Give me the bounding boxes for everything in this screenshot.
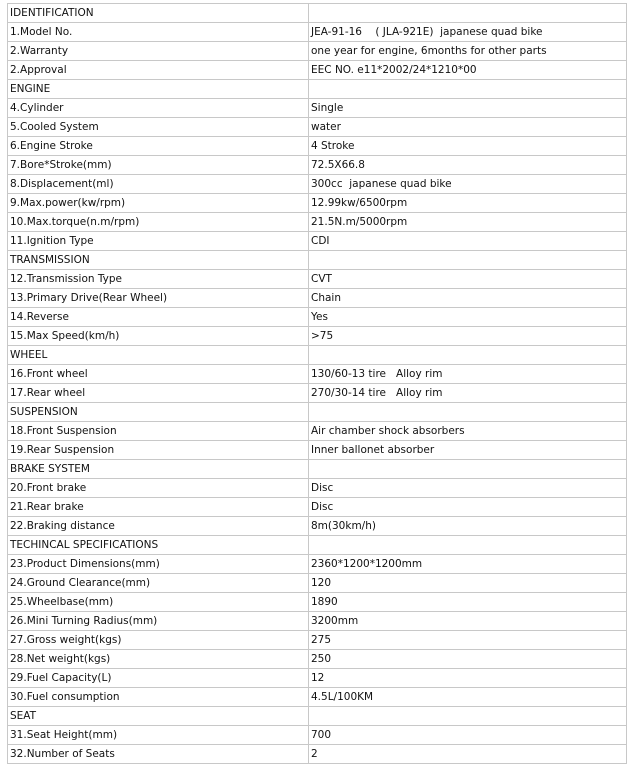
spec-value: Yes xyxy=(309,308,627,327)
spec-value: water xyxy=(309,118,627,137)
spec-label: 30.Fuel consumption xyxy=(8,688,309,707)
spec-value: 1890 xyxy=(309,593,627,612)
spec-label: 22.Braking distance xyxy=(8,517,309,536)
spec-value: 3200mm xyxy=(309,612,627,631)
spec-value: 12 xyxy=(309,669,627,688)
section-header-label: SUSPENSION xyxy=(8,403,309,422)
spec-value: 250 xyxy=(309,650,627,669)
spec-row xyxy=(8,270,627,289)
spec-row xyxy=(8,61,627,80)
section-header-label: TECHINCAL SPECIFICATIONS xyxy=(8,536,309,555)
spec-label: 24.Ground Clearance(mm) xyxy=(8,574,309,593)
section-header-row xyxy=(8,251,627,270)
spec-value: CVT xyxy=(309,270,627,289)
spec-value: 4 Stroke xyxy=(309,137,627,156)
spec-row xyxy=(8,631,627,650)
spec-row xyxy=(8,745,627,764)
section-header-row xyxy=(8,536,627,555)
spec-row xyxy=(8,612,627,631)
spec-row xyxy=(8,441,627,460)
spec-row xyxy=(8,555,627,574)
section-header-label: IDENTIFICATION xyxy=(8,4,309,23)
section-header-label: WHEEL xyxy=(8,346,309,365)
spec-label: 32.Number of Seats xyxy=(8,745,309,764)
spec-label: 11.Ignition Type xyxy=(8,232,309,251)
spec-value xyxy=(309,403,627,422)
spec-value: 275 xyxy=(309,631,627,650)
spec-label: 10.Max.torque(n.m/rpm) xyxy=(8,213,309,232)
spec-value: 12.99kw/6500rpm xyxy=(309,194,627,213)
spec-value xyxy=(309,346,627,365)
spec-value xyxy=(309,460,627,479)
spec-row xyxy=(8,479,627,498)
section-header-label: ENGINE xyxy=(8,80,309,99)
spec-row xyxy=(8,327,627,346)
spec-label: 2.Approval xyxy=(8,61,309,80)
spec-label: 5.Cooled System xyxy=(8,118,309,137)
spec-table-body xyxy=(8,4,627,764)
spec-label: 18.Front Suspension xyxy=(8,422,309,441)
section-header-row xyxy=(8,707,627,726)
spec-label: 7.Bore*Stroke(mm) xyxy=(8,156,309,175)
spec-row xyxy=(8,42,627,61)
spec-value xyxy=(309,4,627,23)
spec-value: JEA-91-16 ( JLA-921E) japanese quad bike xyxy=(309,23,627,42)
section-header-row xyxy=(8,460,627,479)
spec-label: 4.Cylinder xyxy=(8,99,309,118)
spec-row xyxy=(8,194,627,213)
section-header-row xyxy=(8,346,627,365)
spec-row xyxy=(8,289,627,308)
spec-label: 16.Front wheel xyxy=(8,365,309,384)
spec-value: Disc xyxy=(309,498,627,517)
spec-value: 4.5L/100KM xyxy=(309,688,627,707)
spec-label: 21.Rear brake xyxy=(8,498,309,517)
spec-value: EEC NO. e11*2002/24*1210*00 xyxy=(309,61,627,80)
spec-label: 2.Warranty xyxy=(8,42,309,61)
spec-label: 1.Model No. xyxy=(8,23,309,42)
spec-value: Single xyxy=(309,99,627,118)
spec-value xyxy=(309,80,627,99)
spec-label: 27.Gross weight(kgs) xyxy=(8,631,309,650)
spec-label: 20.Front brake xyxy=(8,479,309,498)
spec-value: CDI xyxy=(309,232,627,251)
spec-label: 28.Net weight(kgs) xyxy=(8,650,309,669)
spec-value: 300cc japanese quad bike xyxy=(309,175,627,194)
spec-row xyxy=(8,726,627,745)
spec-row xyxy=(8,308,627,327)
spec-label: 15.Max Speed(km/h) xyxy=(8,327,309,346)
spec-value: 2360*1200*1200mm xyxy=(309,555,627,574)
section-header-row xyxy=(8,403,627,422)
spec-value xyxy=(309,536,627,555)
section-header-label: SEAT xyxy=(8,707,309,726)
section-header-label: TRANSMISSION xyxy=(8,251,309,270)
spec-label: 17.Rear wheel xyxy=(8,384,309,403)
spec-table xyxy=(7,3,627,764)
spec-value: 120 xyxy=(309,574,627,593)
spec-row xyxy=(8,99,627,118)
spec-label: 13.Primary Drive(Rear Wheel) xyxy=(8,289,309,308)
spec-value: 21.5N.m/5000rpm xyxy=(309,213,627,232)
spec-row xyxy=(8,384,627,403)
spec-row xyxy=(8,137,627,156)
spec-label: 19.Rear Suspension xyxy=(8,441,309,460)
section-header-label: BRAKE SYSTEM xyxy=(8,460,309,479)
spec-label: 26.Mini Turning Radius(mm) xyxy=(8,612,309,631)
spec-value: 8m(30km/h) xyxy=(309,517,627,536)
spec-row xyxy=(8,517,627,536)
spec-row xyxy=(8,688,627,707)
section-header-row xyxy=(8,4,627,23)
spec-value: one year for engine, 6months for other parts xyxy=(309,42,627,61)
spec-row xyxy=(8,232,627,251)
spec-row xyxy=(8,118,627,137)
spec-value xyxy=(309,251,627,270)
spec-label: 9.Max.power(kw/rpm) xyxy=(8,194,309,213)
spec-label: 23.Product Dimensions(mm) xyxy=(8,555,309,574)
spec-row xyxy=(8,175,627,194)
spec-value: Air chamber shock absorbers xyxy=(309,422,627,441)
spec-value: 270/30-14 tire Alloy rim xyxy=(309,384,627,403)
spec-label: 14.Reverse xyxy=(8,308,309,327)
spec-value: 700 xyxy=(309,726,627,745)
section-header-row xyxy=(8,80,627,99)
spec-value: Inner ballonet absorber xyxy=(309,441,627,460)
spec-row xyxy=(8,574,627,593)
spec-row xyxy=(8,23,627,42)
spec-label: 12.Transmission Type xyxy=(8,270,309,289)
spec-value: >75 xyxy=(309,327,627,346)
spec-row xyxy=(8,213,627,232)
spec-label: 31.Seat Height(mm) xyxy=(8,726,309,745)
spec-row xyxy=(8,365,627,384)
spec-value: Chain xyxy=(309,289,627,308)
spec-value: 130/60-13 tire Alloy rim xyxy=(309,365,627,384)
spec-value: 2 xyxy=(309,745,627,764)
spec-row xyxy=(8,498,627,517)
spec-value xyxy=(309,707,627,726)
spec-label: 25.Wheelbase(mm) xyxy=(8,593,309,612)
spec-row xyxy=(8,156,627,175)
spec-value: 72.5X66.8 xyxy=(309,156,627,175)
spec-label: 29.Fuel Capacity(L) xyxy=(8,669,309,688)
spec-row xyxy=(8,422,627,441)
spec-row xyxy=(8,650,627,669)
spec-row xyxy=(8,669,627,688)
spec-label: 6.Engine Stroke xyxy=(8,137,309,156)
spec-value: Disc xyxy=(309,479,627,498)
spec-label: 8.Displacement(ml) xyxy=(8,175,309,194)
spec-row xyxy=(8,593,627,612)
